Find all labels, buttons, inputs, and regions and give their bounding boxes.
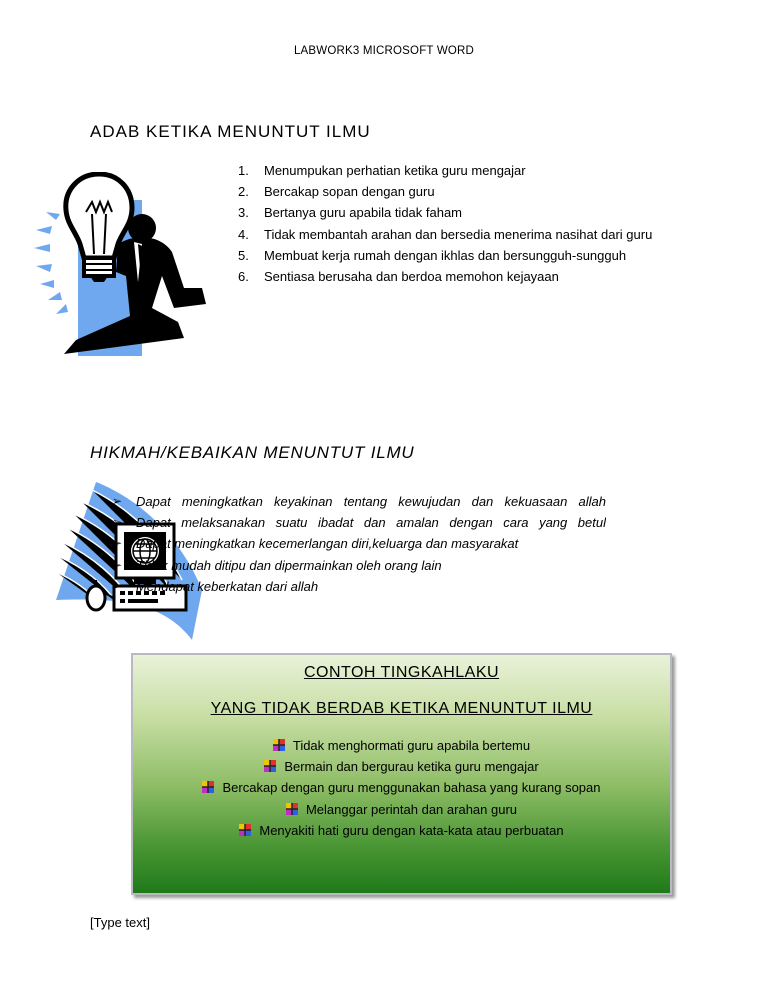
heading-hikmah: HIKMAH/KEBAIKAN MENUNTUT ILMU	[90, 443, 415, 462]
list-item: ➢ Dapat meningkatkan keyakinan tentang kewujudan dan kekuasaan allah	[112, 491, 606, 512]
hikmah-list	[112, 491, 606, 597]
list-item: ➢ Tidak mudah ditipu dan dipermainkan oleh orang lain	[112, 555, 606, 576]
box-title: CONTOH TINGKAHLAKU	[303, 664, 500, 681]
list-item: 3. Bertanya guru apabila tidak faham	[238, 205, 463, 221]
arrow-bullet-icon: ➢	[112, 578, 123, 593]
list-item: 1. Menumpukan perhatian ketika guru mengajar	[238, 163, 526, 178]
list-item: ➢ Dapat meningkatkan kecemerlangan diri,keluarga dan masyarakat	[112, 533, 606, 554]
list-item: Bercakap dengan guru menggunakan bahasa yang kurang sopan	[133, 777, 670, 798]
arrow-bullet-icon: ➢	[112, 494, 123, 508]
heading-adab: ADAB KETIKA MENUNTUT ILMU	[90, 122, 371, 141]
example-box	[131, 653, 672, 895]
color-cross-bullet-icon	[239, 824, 251, 836]
arrow-bullet-icon: ➢	[112, 557, 123, 572]
footer-placeholder[interactable]: [Type text]	[90, 915, 150, 930]
lightbulb-businessman-icon	[34, 172, 210, 358]
list-item: 4. Tidak membantah arahan dan bersedia menerima nasihat dari guru	[238, 226, 653, 242]
color-cross-bullet-icon	[286, 803, 298, 815]
list-item: 5. Membuat kerja rumah dengan ikhlas dan bersungguh-sungguh	[238, 247, 627, 263]
list-item: Bermain dan bergurau ketika guru mengajar	[133, 756, 670, 777]
document-header: LABWORK3 MICROSOFT WORD	[293, 45, 475, 57]
list-item: 6. Sentiasa berusaha dan berdoa memohon kejayaan	[238, 268, 559, 284]
box-list	[133, 735, 670, 841]
color-cross-bullet-icon	[202, 781, 214, 793]
adab-list	[238, 160, 652, 287]
arrow-bullet-icon: ➢	[112, 536, 123, 551]
list-item: Menyakiti hati guru dengan kata-kata atau perbuatan	[133, 820, 670, 841]
list-item: Tidak menghormati guru apabila bertemu	[133, 735, 670, 756]
list-item: ➢ Mendapat keberkatan dari allah	[112, 576, 606, 597]
color-cross-bullet-icon	[264, 760, 276, 772]
box-subtitle: YANG TIDAK BERDAB KETIKA MENUNTUT ILMU	[210, 700, 593, 717]
list-item: 2. Bercakap sopan dengan guru	[238, 184, 435, 200]
list-item: Melanggar perintah dan arahan guru	[133, 799, 670, 820]
list-item: ➢ Dapat melaksanakan suatu ibadat dan amalan dengan cara yang betul	[112, 512, 606, 533]
color-cross-bullet-icon	[273, 739, 285, 751]
arrow-bullet-icon: ➢	[112, 515, 123, 530]
